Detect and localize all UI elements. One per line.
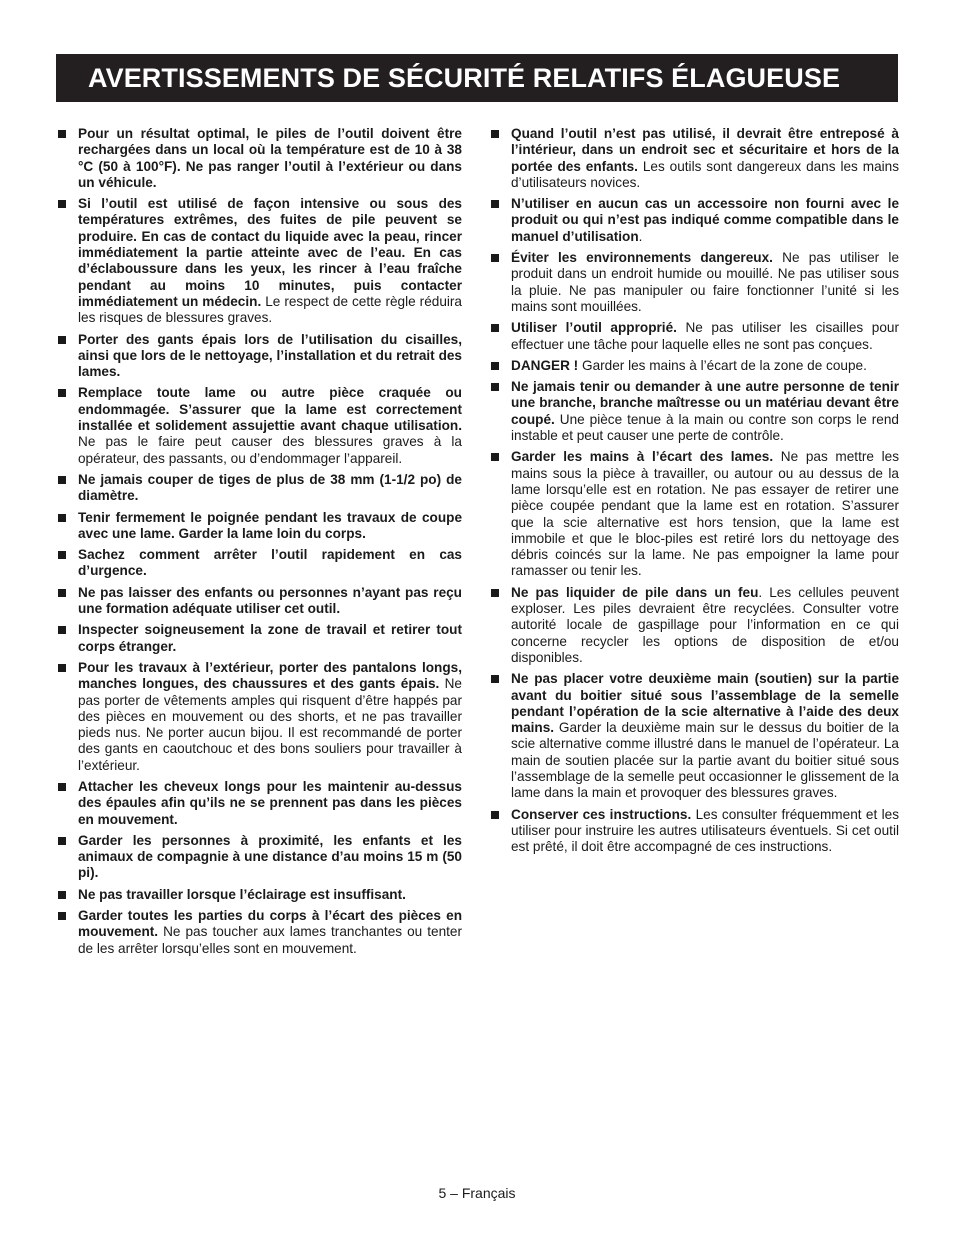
- bullet-square-icon: [491, 811, 499, 819]
- bullet-square-icon: [491, 383, 499, 391]
- page-title: AVERTISSEMENTS DE SÉCURITÉ RELATIFS ÉLAGUEUSE: [88, 62, 841, 93]
- list-item: Utiliser l’outil approprié. Ne pas utiliser les cisailles pour effectuer une tâche pour laquelle elles ne sont pas conçues.: [489, 320, 899, 353]
- list-item: Attacher les cheveux longs pour les maintenir au-dessus des épaules afin qu’ils ne se prennent pas dans les pièces en mouvement.: [56, 779, 462, 828]
- bullet-square-icon: [491, 254, 499, 262]
- list-item: Sachez comment arrêter l’outil rapidement en cas d’urgence.: [56, 547, 462, 580]
- bullet-square-icon: [58, 476, 66, 484]
- bullet-square-icon: [491, 200, 499, 208]
- bullet-square-icon: [491, 362, 499, 370]
- bullet-square-icon: [58, 783, 66, 791]
- list-item: DANGER ! Garder les mains à l’écart de la zone de coupe.: [489, 358, 899, 374]
- bullet-square-icon: [58, 389, 66, 397]
- list-item: Ne pas travailler lorsque l’éclairage est insuffisant.: [56, 887, 462, 903]
- bullet-square-icon: [491, 130, 499, 138]
- bullet-square-icon: [58, 626, 66, 634]
- list-item: Tenir fermement le poignée pendant les travaux de coupe avec une lame. Garder la lame loin du corps.: [56, 510, 462, 543]
- bullet-square-icon: [58, 130, 66, 138]
- list-item: Pour les travaux à l’extérieur, porter des pantalons longs, manches longues, des chaussures et des gants épais. Ne pas porter de vêtements amples qui risquent d’être happés par des pièces en mouvement ou des shorts, et ne pas travailler pieds nus. Ne porter aucun bijou. Il est recommandé de porter des gants en caoutchouc et des bons souliers pour travailler à l’extérieur.: [56, 660, 462, 774]
- section-title-banner: [56, 54, 898, 102]
- list-item: Éviter les environnements dangereux. Ne pas utiliser le produit dans un endroit humide ou mouillé. Ne pas utiliser sous la pluie. Ne pas manipuler ou faire fonctionner l’unité si les mains sont mouillées.: [489, 250, 899, 315]
- bullet-square-icon: [491, 453, 499, 461]
- list-item: Garder toutes les parties du corps à l’écart des pièces en mouvement. Ne pas toucher aux lames tranchantes ou tenter de les arrêter lorsqu’elles sont en mouvement.: [56, 908, 462, 957]
- list-item: Garder les mains à l’écart des lames. Ne pas mettre les mains sous la pièce à travailler, ou autour ou au dessus de la lame lorsqu’elle est en rotation. Ne pas essayer de retirer une pièce coupée pendant que la lame est en rotation. S’assurer que la scie alternative est hors tension, que la lame est immobile et que le bloc-piles est retiré lors du nettoyage des débris coincés sur la lame. Ne pas empoigner la lame pour ramasser ou tenir les.: [489, 449, 899, 579]
- bullet-square-icon: [491, 324, 499, 332]
- bullet-square-icon: [58, 514, 66, 522]
- list-item: Si l’outil est utilisé de façon intensive ou sous des températures extrêmes, des fuites de pile peuvent se produire. En cas de contact du liquide avec la peau, rincer immédiatement la partie atteinte avec de l’eau. En cas d’éclaboussure dans les yeux, les rincer à l’eau fraîche pendant au moins 10 minutes, puis contacter immédiatement un médecin. Le respect de cette règle réduira les risques de blessures graves.: [56, 196, 462, 326]
- list-item: Conserver ces instructions. Les consulter fréquemment et les utiliser pour instruire les autres utilisateurs éventuels. Si cet outil est prêté, il doit être accompagné de ces instructions.: [489, 807, 899, 856]
- list-item: Ne pas placer votre deuxième main (soutien) sur la partie avant du boitier situé sous l’assemblage de la semelle pendant l’opération de la scie alternative à l’aide des deux mains. Garder la deuxième main sur le dessus du boitier de la scie alternative comme illustré dans le manuel de l’opérateur. La main de soutien placée sur la partie avant du boitier situé sous l’assemblage de la semelle peut occasionner le glissement de la lame dans la main et provoquer des blessures graves.: [489, 671, 899, 801]
- bullet-square-icon: [58, 336, 66, 344]
- bullet-square-icon: [58, 912, 66, 920]
- bullet-square-icon: [491, 675, 499, 683]
- bullet-square-icon: [491, 589, 499, 597]
- bullet-square-icon: [58, 664, 66, 672]
- bullet-square-icon: [58, 589, 66, 597]
- list-item: Ne jamais couper de tiges de plus de 38 mm (1-1/2 po) de diamètre.: [56, 472, 462, 505]
- bullet-square-icon: [58, 200, 66, 208]
- list-item: Ne jamais tenir ou demander à une autre personne de tenir une branche, branche maîtresse ou un matériau devant être coupé. Une pièce tenue à la main ou contre son corps le rend instable et peut causer une perte de contrôle.: [489, 379, 899, 444]
- left-column: [56, 126, 462, 962]
- list-item: Remplace toute lame ou autre pièce craquée ou endommagée. S’assurer que la lame est correctement installée et solidement assujettie avant chaque utilisation. Ne pas le faire peut causer des blessures graves à la opérateur, des passants, ou d’endommager l’appareil.: [56, 385, 462, 466]
- bullet-square-icon: [58, 551, 66, 559]
- list-item: Porter des gants épais lors de l’utilisation du cisailles, ainsi que lors de le nettoyage, l’installation et du retrait des lames.: [56, 332, 462, 381]
- list-item: N’utiliser en aucun cas un accessoire non fourni avec le produit ou qui n’est pas indiqué comme compatible dans le manuel d’utilisation.: [489, 196, 899, 245]
- right-column: [489, 126, 899, 860]
- list-item: Garder les personnes à proximité, les enfants et les animaux de compagnie à une distance d’au moins 15 m (50 pi).: [56, 833, 462, 882]
- list-item: Quand l’outil n’est pas utilisé, il devrait être entreposé à l’intérieur, dans un endroit sec et sécuritaire et hors de la portée des enfants. Les outils sont dangereux dans les mains d’utilisateurs novices.: [489, 126, 899, 191]
- list-item: Ne pas liquider de pile dans un feu. Les cellules peuvent exploser. Les piles devraient être recyclées. Consulter votre autorité locale de gaspillage pour l’information en ce qui concerne recycler les options de disposition de et/ou disponibles.: [489, 585, 899, 666]
- list-item: Ne pas laisser des enfants ou personnes n’ayant pas reçu une formation adéquate utiliser cet outil.: [56, 585, 462, 618]
- bullet-square-icon: [58, 891, 66, 899]
- list-item: Inspecter soigneusement la zone de travail et retirer tout corps étranger.: [56, 622, 462, 655]
- bullet-square-icon: [58, 837, 66, 845]
- page-number: 5 – Français: [438, 1185, 516, 1201]
- list-item: Pour un résultat optimal, le piles de l’outil doivent être rechargées dans un local où la température est de 10 à 38 °C (50 à 100°F). Ne pas ranger l’outil à l’extérieur ou dans un véhicule.: [56, 126, 462, 191]
